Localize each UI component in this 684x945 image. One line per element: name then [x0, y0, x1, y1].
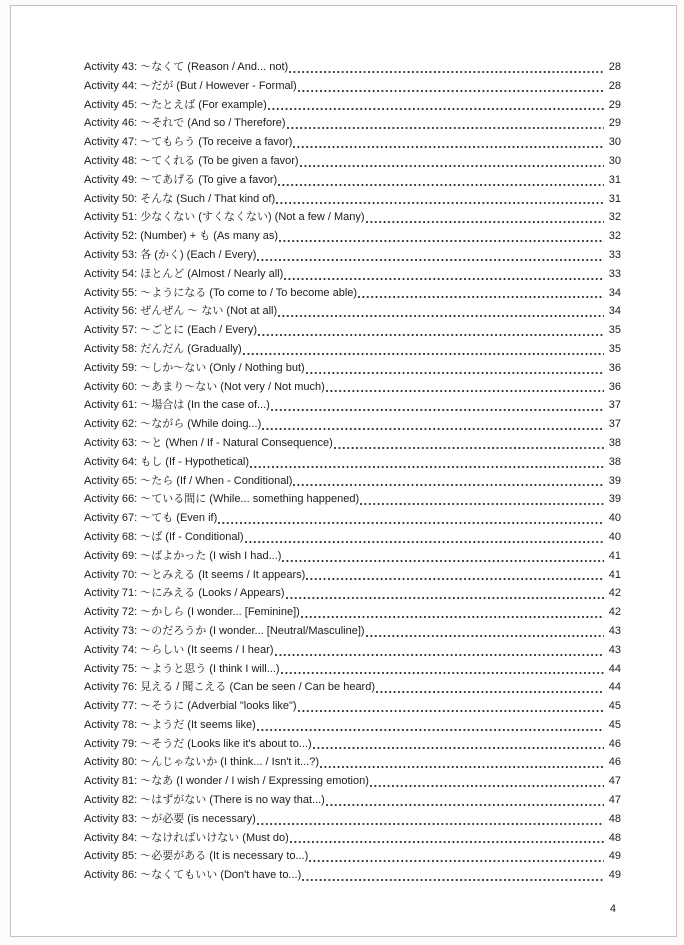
toc-entry-page-number: 30	[608, 136, 621, 149]
toc-entry-label: Activity 83: ～が必要 (is necessary)	[84, 812, 256, 825]
toc-entry-page-number: 49	[608, 850, 621, 863]
toc-entry-label: Activity 45: ～たとえば (For example)	[84, 98, 267, 111]
toc-entry-page-number: 48	[608, 812, 621, 825]
dot-leader	[281, 660, 604, 679]
dot-leader	[326, 791, 604, 810]
toc-entry[interactable]	[84, 810, 621, 829]
toc-entry[interactable]	[84, 603, 621, 622]
toc-entry-label: Activity 68: ～ば (If - Conditional)	[84, 530, 244, 543]
dot-leader	[271, 396, 604, 415]
toc-entry[interactable]	[84, 265, 621, 284]
dot-leader	[284, 265, 604, 284]
toc-entry-page-number: 42	[608, 606, 621, 619]
dot-leader	[282, 547, 604, 566]
dot-leader	[286, 584, 604, 603]
toc-entry-label: Activity 51: 少なくない (すくなくない) (Not a few / Many)	[84, 211, 365, 224]
toc-entry-label: Activity 82: ～はずがない (There is no way that...)	[84, 794, 325, 807]
dot-leader	[302, 866, 604, 885]
toc-entry-page-number: 44	[608, 662, 621, 675]
dot-leader	[300, 152, 604, 171]
dot-leader	[245, 528, 604, 547]
toc-entry-label: Activity 57: ～ごとに (Each / Every)	[84, 324, 257, 337]
toc-entry[interactable]	[84, 152, 621, 171]
dot-leader	[290, 829, 604, 848]
toc-entry[interactable]	[84, 302, 621, 321]
dot-leader	[275, 641, 605, 660]
toc-entry-page-number: 37	[608, 418, 621, 431]
toc-entry-page-number: 46	[608, 756, 621, 769]
dot-leader	[306, 359, 604, 378]
dot-leader	[298, 77, 604, 96]
dot-leader	[293, 133, 604, 152]
toc-entry-label: Activity 81: ～なあ (I wonder / I wish / Expressing emotion)	[84, 775, 369, 788]
toc-entry[interactable]	[84, 753, 621, 772]
toc-entry[interactable]	[84, 641, 621, 660]
toc-entry-page-number: 40	[608, 512, 621, 525]
toc-entry[interactable]	[84, 114, 621, 133]
dot-leader	[320, 753, 604, 772]
toc-entry[interactable]	[84, 472, 621, 491]
toc-entry[interactable]	[84, 528, 621, 547]
dot-leader	[258, 321, 604, 340]
toc-entry[interactable]	[84, 622, 621, 641]
dot-leader	[250, 453, 604, 472]
toc-entry-page-number: 36	[608, 361, 621, 374]
toc-entry-label: Activity 61: ～場合は (In the case of...)	[84, 399, 270, 412]
toc-entry-page-number: 48	[608, 831, 621, 844]
toc-entry-page-number: 35	[608, 324, 621, 337]
toc-entry[interactable]	[84, 735, 621, 754]
toc-entry-label: Activity 70: ～とみえる (It seems / It appears)	[84, 568, 306, 581]
toc-entry[interactable]	[84, 415, 621, 434]
toc-entry[interactable]	[84, 566, 621, 585]
toc-entry-label: Activity 63: ～と (When / If - Natural Consequence)	[84, 436, 333, 449]
toc-entry[interactable]	[84, 716, 621, 735]
toc-entry[interactable]	[84, 453, 621, 472]
toc-entry[interactable]	[84, 340, 621, 359]
dot-leader	[301, 603, 604, 622]
toc-entry-page-number: 29	[608, 117, 621, 130]
dot-leader	[289, 58, 604, 77]
toc-entry[interactable]	[84, 829, 621, 848]
dot-leader	[306, 566, 604, 585]
toc-entry[interactable]	[84, 678, 621, 697]
toc-entry-page-number: 38	[608, 455, 621, 468]
dot-leader	[334, 434, 604, 453]
toc-entry-label: Activity 49: ～てあげる (To give a favor)	[84, 173, 278, 186]
toc-entry-label: Activity 66: ～ている間に (While... something happened)	[84, 493, 360, 506]
toc-entry-label: Activity 77: ～そうに (Adverbial "looks like")	[84, 700, 297, 713]
toc-entry[interactable]	[84, 791, 621, 810]
document-page	[10, 5, 677, 937]
toc-entry-label: Activity 69: ～ばよかった (I wish I had...)	[84, 549, 282, 562]
toc-entry[interactable]	[84, 359, 621, 378]
toc-entry-label: Activity 54: ほとんど (Almost / Nearly all)	[84, 267, 284, 280]
dot-leader	[287, 114, 604, 133]
toc-entry-label: Activity 73: ～のだろうか (I wonder... [Neutral/Masculine])	[84, 624, 365, 637]
toc-entry[interactable]	[84, 772, 621, 791]
toc-entry[interactable]	[84, 190, 621, 209]
toc-entry[interactable]	[84, 133, 621, 152]
toc-entry-page-number: 30	[608, 154, 621, 167]
dot-leader	[360, 490, 604, 509]
toc-entry-page-number: 39	[608, 474, 621, 487]
toc-entry-label: Activity 59: ～しか～ない (Only / Nothing but)	[84, 361, 305, 374]
toc-entry-label: Activity 71: ～にみえる (Looks / Appears)	[84, 587, 285, 600]
toc-entry-label: Activity 79: ～そうだ (Looks like it's about to...)	[84, 737, 312, 750]
toc-entry-page-number: 40	[608, 530, 621, 543]
toc-entry[interactable]	[84, 547, 621, 566]
dot-leader	[278, 302, 604, 321]
dot-leader	[358, 284, 604, 303]
toc-entry-page-number: 47	[608, 775, 621, 788]
toc-entry[interactable]	[84, 434, 621, 453]
toc-entry[interactable]	[84, 866, 621, 885]
dot-leader	[243, 340, 604, 359]
toc-entry-label: Activity 64: もし (If - Hypothetical)	[84, 455, 250, 468]
toc-entry-label: Activity 84: ～なければいけない (Must do)	[84, 831, 289, 844]
toc-entry-page-number: 43	[608, 624, 621, 637]
toc-entry-label: Activity 85: ～必要がある (It is necessary to...)	[84, 850, 309, 863]
toc-entry-page-number: 41	[608, 549, 621, 562]
dot-leader	[218, 509, 604, 528]
dot-leader	[298, 697, 604, 716]
toc-entry-label: Activity 52: (Number) + も (As many as)	[84, 230, 279, 243]
toc-entry-label: Activity 86: ～なくてもいい (Don't have to...)	[84, 869, 302, 882]
toc-entry[interactable]	[84, 847, 621, 866]
toc-entry[interactable]	[84, 284, 621, 303]
toc-entry-page-number: 34	[608, 286, 621, 299]
dot-leader	[276, 190, 604, 209]
toc-entry-label: Activity 55: ～ようになる (To come to / To become able)	[84, 286, 358, 299]
dot-leader	[370, 772, 604, 791]
toc-entry-label: Activity 53: 各 (かく) (Each / Every)	[84, 248, 257, 261]
dot-leader	[262, 415, 604, 434]
dot-leader	[366, 622, 604, 641]
toc-entry-label: Activity 56: ぜんぜん ～ ない (Not at all)	[84, 305, 278, 318]
toc-entry[interactable]	[84, 378, 621, 397]
toc-entry-page-number: 39	[608, 493, 621, 506]
toc-entry-page-number: 32	[608, 230, 621, 243]
toc-entry-label: Activity 47: ～てもらう (To receive a favor)	[84, 136, 293, 149]
dot-leader	[279, 227, 604, 246]
toc-entry[interactable]	[84, 490, 621, 509]
dot-leader	[257, 246, 604, 265]
dot-leader	[376, 678, 604, 697]
toc-entry[interactable]	[84, 697, 621, 716]
toc-entry-label: Activity 43: ～なくて (Reason / And... not)	[84, 61, 289, 73]
toc-entry[interactable]	[84, 227, 621, 246]
toc-entry-page-number: 45	[608, 700, 621, 713]
toc-entry[interactable]	[84, 208, 621, 227]
toc-entry-label: Activity 76: 見える / 聞こえる (Can be seen / Can be heard)	[84, 681, 375, 694]
toc-entry-label: Activity 74: ～らしい (It seems / I hear)	[84, 643, 274, 656]
toc-entry-page-number: 44	[608, 681, 621, 694]
toc-entry-page-number: 47	[608, 794, 621, 807]
toc-entry-page-number: 38	[608, 436, 621, 449]
toc-entry-page-number: 49	[608, 869, 621, 882]
toc-entry[interactable]	[84, 77, 621, 96]
toc-entry[interactable]	[84, 58, 621, 77]
toc-entry-page-number: 33	[608, 248, 621, 261]
toc-entry-label: Activity 72: ～かしら (I wonder... [Feminine])	[84, 606, 300, 619]
toc-entry-page-number: 43	[608, 643, 621, 656]
toc-entry-label: Activity 78: ～ようだ (It seems like)	[84, 718, 256, 731]
toc-entry-page-number: 28	[608, 61, 621, 73]
toc-entry-page-number: 31	[608, 192, 621, 205]
toc-entry-label: Activity 44: ～だが (But / However - Formal)	[84, 79, 297, 92]
toc-entry-page-number: 32	[608, 211, 621, 224]
toc-entry[interactable]	[84, 396, 621, 415]
toc-entry-label: Activity 65: ～たら (If / When - Conditional)	[84, 474, 293, 487]
toc-entry-label: Activity 46: ～それで (And so / Therefore)	[84, 117, 286, 130]
dot-leader	[268, 96, 604, 115]
page-number: 4	[609, 903, 616, 915]
toc-entry-page-number: 42	[608, 587, 621, 600]
toc-entry-page-number: 45	[608, 718, 621, 731]
dot-leader	[257, 810, 604, 829]
dot-leader	[313, 735, 604, 754]
toc-entry-label: Activity 62: ～ながら (While doing...)	[84, 418, 262, 431]
toc-entry-label: Activity 60: ～あまり～ない (Not very / Not much)	[84, 380, 325, 393]
toc-entry[interactable]	[84, 584, 621, 603]
toc-entry-page-number: 36	[608, 380, 621, 393]
toc-entry-page-number: 41	[608, 568, 621, 581]
toc-entry[interactable]	[84, 509, 621, 528]
dot-leader	[293, 472, 604, 491]
toc-entry[interactable]	[84, 660, 621, 679]
toc-entry-page-number: 29	[608, 98, 621, 111]
dot-leader	[366, 208, 604, 227]
dot-leader	[257, 716, 604, 735]
dot-leader	[278, 171, 604, 190]
toc-entry-label: Activity 80: ～んじゃないか (I think... / Isn't it...?)	[84, 756, 319, 769]
toc-entry-label: Activity 48: ～てくれる (To be given a favor)	[84, 154, 299, 167]
toc-entry-label: Activity 58: だんだん (Gradually)	[84, 342, 242, 355]
toc-entry-page-number: 31	[608, 173, 621, 186]
toc-entry-label: Activity 50: そんな (Such / That kind of)	[84, 192, 276, 205]
toc-entry[interactable]	[84, 246, 621, 265]
dot-leader	[326, 378, 604, 397]
toc-entry-page-number: 28	[608, 79, 621, 92]
toc-entry-page-number: 35	[608, 342, 621, 355]
toc-entry-label: Activity 75: ～ようと思う (I think I will...)	[84, 662, 280, 675]
toc-entry[interactable]	[84, 96, 621, 115]
toc-entry-page-number: 46	[608, 737, 621, 750]
toc-entry[interactable]	[84, 171, 621, 190]
toc-entry-page-number: 33	[608, 267, 621, 280]
toc-entry[interactable]	[84, 321, 621, 340]
toc-entry-label: Activity 67: ～ても (Even if)	[84, 512, 218, 525]
toc-entry-page-number: 34	[608, 305, 621, 318]
dot-leader	[309, 847, 604, 866]
toc-entry-page-number: 37	[608, 399, 621, 412]
table-of-contents	[84, 58, 621, 885]
